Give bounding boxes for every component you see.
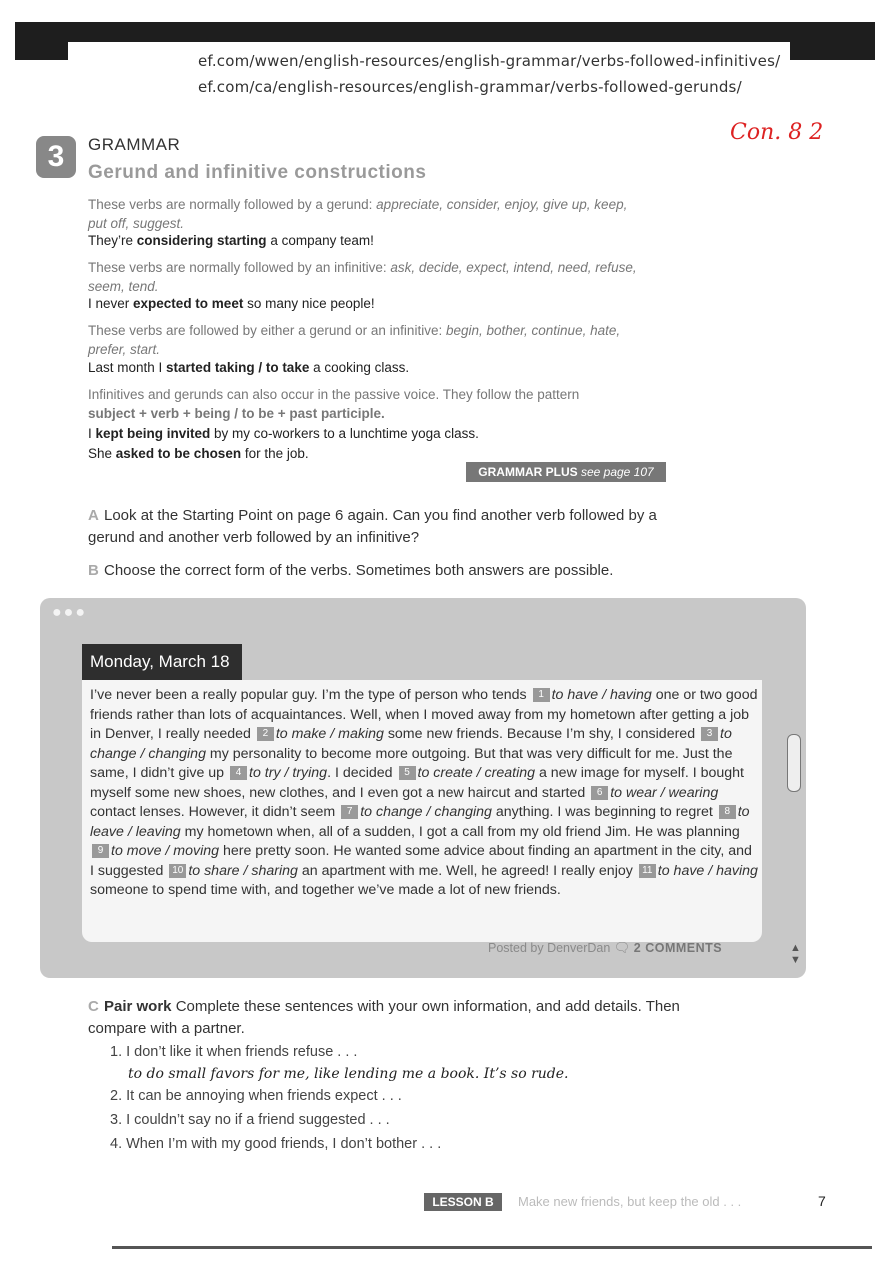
page-number: 7 — [818, 1193, 826, 1209]
verb-choice[interactable]: to share / sharing — [188, 862, 298, 879]
handwritten-note: Con. 8 2 — [730, 120, 824, 145]
verb-choice[interactable]: to make / making — [275, 726, 384, 742]
lesson-badge: LESSON B — [424, 1193, 502, 1211]
lesson-title: Make new friends, but keep the old . . . — [518, 1194, 742, 1209]
blank-number: 8 — [719, 805, 736, 819]
blank-number: 4 — [230, 766, 247, 780]
rule-passive: Infinitives and gerunds can also occur in the passive voice. They follow the pattern subject + verb + being / to be + past participle. — [88, 387, 580, 421]
rule-infinitive: These verbs are normally followed by an infinitive: ask, decide, expect, intend, need, refuse, seem, tend. — [88, 260, 637, 294]
example-either: Last month I started taking / to take a cooking class. — [88, 360, 410, 375]
grammar-plus-link[interactable]: GRAMMAR PLUS see page 107 — [466, 462, 666, 482]
blog-segment: some new friends. Because I’m shy, I considered — [383, 726, 700, 742]
example-passive-1: I kept being invited by my co-workers to a lunchtime yoga class. — [88, 426, 479, 441]
example-gerund: They’re considering starting a company team! — [88, 233, 374, 248]
verb-choice[interactable]: to change / changing — [360, 804, 492, 820]
verb-choice[interactable]: to have / having — [657, 862, 758, 879]
blank-number: 5 — [399, 766, 416, 780]
exercise-c: C Pair work Complete these sentences with your own information, and add details. Then compare with a partner. — [88, 998, 680, 1037]
blog-segment: a new image for myself. I bought myself some new shoes, new clothes, and I even got a new haircut and started — [90, 765, 744, 801]
url-gerunds: ef.com/ca/english-resources/english-grammar/verbs-followed-gerunds/ — [198, 78, 742, 96]
blog-date: Monday, March 18 — [82, 644, 242, 680]
blog-segment: my hometown when, all of a sudden, I got a call from my old friend Jim. He was planning — [180, 823, 740, 840]
section-title: GRAMMAR — [88, 135, 181, 154]
verb-choice[interactable]: to try / trying — [249, 765, 328, 781]
exercise-a-letter: A — [88, 507, 99, 524]
verb-choice[interactable]: to leave / leaving — [90, 804, 750, 840]
blank-number: 6 — [591, 786, 608, 800]
blog-segment: I’ve never been a really popular guy. I’m the type of person who tends — [90, 687, 531, 703]
verb-choice[interactable]: to create / creating — [417, 765, 536, 781]
list-item: 4. When I’m with my good friends, I don’t bother . . . — [110, 1136, 442, 1152]
url-infinitives: ef.com/wwen/english-resources/english-grammar/verbs-followed-infinitives/ — [198, 52, 781, 70]
window-dots-icon: ●●● — [52, 604, 87, 621]
rule-either: These verbs are followed by either a gerund or an infinitive: begin, bother, continue, hate, prefer, start. — [88, 323, 621, 357]
comment-icon[interactable]: 🗨 — [613, 940, 631, 955]
blog-text — [90, 686, 758, 901]
comments-link[interactable]: 2 COMMENTS — [633, 941, 723, 955]
blank-number: 11 — [639, 864, 656, 878]
blog-segment: anything. I was beginning to regret — [491, 804, 717, 820]
rule-gerund: These verbs are normally followed by a gerund: appreciate, consider, enjoy, give up, keep, put off, suggest. — [88, 197, 628, 231]
section-number-badge: 3 — [36, 136, 76, 178]
example-passive-2: She asked to be chosen for the job. — [88, 446, 309, 461]
list-item: 2. It can be annoying when friends expect . . . — [110, 1088, 402, 1104]
scroll-arrows-icon[interactable]: ▲ ▼ — [790, 942, 801, 966]
blog-segment: here pretty soon. He wanted some advice about finding an apartment in the city, and I suggested — [90, 843, 752, 879]
verb-choice[interactable]: to wear / wearing — [610, 784, 719, 801]
blank-number: 9 — [92, 844, 109, 858]
example-infinitive: I never expected to meet so many nice people! — [88, 296, 375, 311]
blank-number: 2 — [257, 727, 274, 741]
blog-segment: one or two good friends rather than lots of acquaintances. Well, when I moved away from my hometown after getting a job in Denver, I really needed — [90, 687, 758, 742]
blog-segment: an apartment with me. Well, he agreed! I really enjoy — [297, 862, 637, 879]
verb-choice[interactable]: to change / changing — [90, 726, 732, 762]
list-item: 1. I don’t like it when friends refuse . . . — [110, 1044, 358, 1060]
blank-number: 10 — [169, 864, 186, 878]
posted-by: Posted by DenverDan 🗨 2 COMMENTS — [488, 940, 723, 955]
blog-segment: my personality to become more outgoing. But that was very difficult for me. Just the same, I didn’t give up — [90, 745, 733, 781]
verb-choice[interactable]: to have / having — [551, 687, 652, 703]
blog-segment: . I decided — [327, 765, 397, 781]
sample-answer: to do small favors for me, like lending me a book. It’s so rude. — [128, 1066, 569, 1082]
blank-number: 3 — [701, 727, 718, 741]
blog-segment: contact lenses. However, it didn’t seem — [90, 804, 340, 820]
verb-choice[interactable]: to move / moving — [111, 843, 220, 859]
scrollbar[interactable] — [787, 734, 801, 792]
exercise-a: A Look at the Starting Point on page 6 again. Can you find another verb followed by a gerund and another verb followed by an infinitive? — [88, 507, 657, 546]
blank-number: 1 — [533, 688, 550, 702]
blank-number: 7 — [341, 805, 358, 819]
list-item: 3. I couldn’t say no if a friend suggested . . . — [110, 1112, 390, 1128]
blog-segment: someone to spend time with, and together we’ve made a lot of new friends. — [90, 882, 561, 898]
exercise-b: B Choose the correct form of the verbs. Sometimes both answers are possible. — [88, 562, 614, 579]
bottom-rule — [112, 1246, 872, 1249]
exercise-b-letter: B — [88, 562, 99, 579]
exercise-c-letter: C — [88, 998, 99, 1015]
section-subtitle: Gerund and infinitive constructions — [88, 162, 427, 183]
